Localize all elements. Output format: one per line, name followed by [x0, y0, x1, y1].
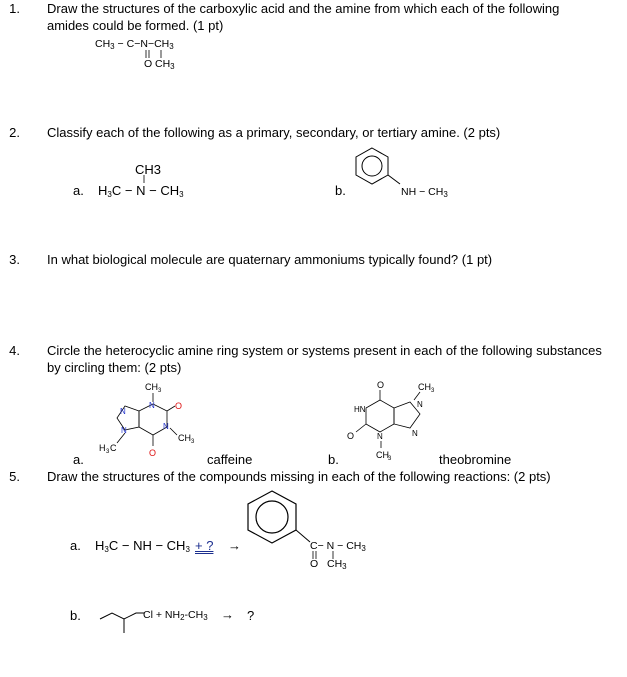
- q4a-caffeine-name: caffeine: [207, 452, 253, 467]
- svg-text:N: N: [163, 422, 169, 431]
- svg-text:CH: CH: [145, 382, 158, 392]
- svg-text:O: O: [149, 448, 157, 458]
- q4-text-line1: Circle the heterocyclic amine ring system or systems present in each of the following substances: [47, 343, 602, 358]
- q5a-product-ring: [244, 490, 314, 552]
- q3-text: In what biological molecule are quaternary ammoniums typically found? (1 pt): [47, 252, 493, 267]
- svg-text:H: H: [99, 443, 106, 453]
- svg-text:CH: CH: [376, 450, 389, 460]
- svg-text:N: N: [377, 432, 383, 441]
- svg-text:N: N: [121, 426, 127, 435]
- q1-amide-structure: $CH_3 - C-N-CH_3$: [95, 38, 174, 51]
- q5a-reactant: $H_3C$ − NH − $CH_3$: [95, 538, 190, 554]
- q5a-arrow: →: [228, 538, 241, 553]
- svg-text:3: 3: [191, 439, 195, 445]
- q2b-label: b.: [335, 183, 346, 198]
- q5b-arrow: →: [221, 607, 234, 622]
- q5-number: 5.: [9, 469, 20, 484]
- q1-text-line1: Draw the structures of the carboxylic acid and the amine from which each of the following: [47, 1, 560, 16]
- q5b-reagents: $Cl + NH_2-CH_3$: [143, 609, 208, 622]
- q5-text: Draw the structures of the compounds missing in each of the following reactions: (2 pts): [47, 469, 551, 484]
- q4a-label: a.: [73, 452, 84, 467]
- svg-text:C: C: [110, 443, 117, 453]
- q4b-theobromine-name: theobromine: [439, 452, 512, 467]
- svg-text:O: O: [347, 431, 355, 441]
- q5a-product-methyl: $CH_3$: [327, 558, 347, 571]
- q5a-product-oxygen: O: [310, 558, 319, 570]
- svg-text:CH: CH: [418, 382, 431, 392]
- q5a-label: a.: [70, 538, 81, 553]
- svg-text:3: 3: [106, 449, 110, 455]
- svg-text:O: O: [377, 380, 385, 390]
- q1-n-methyl: $CH_3$: [155, 58, 175, 71]
- q5a-plus-unknown: + ?: [195, 538, 214, 553]
- q2-text: Classify each of the following as a primary, secondary, or tertiary amine. (2 pts): [47, 125, 501, 140]
- q2b-amine-group: NH − $CH_3$: [401, 186, 448, 199]
- q5b-question: ?: [247, 608, 255, 623]
- q2a-label: a.: [73, 183, 84, 198]
- svg-text:N: N: [412, 429, 418, 438]
- svg-text:N: N: [149, 401, 155, 410]
- q4-text-line2: by circling them: (2 pts): [47, 360, 182, 375]
- caffeine-structure: [95, 378, 215, 460]
- svg-text:CH: CH: [178, 433, 191, 443]
- q1-carbonyl-oxygen: O: [144, 58, 153, 70]
- q1-number: 1.: [9, 1, 20, 16]
- q2b-benzene-ring: [354, 146, 404, 194]
- q5b-label: b.: [70, 608, 81, 623]
- svg-text:3: 3: [388, 456, 392, 462]
- svg-text:O: O: [175, 401, 183, 411]
- q2a-top-methyl: CH3: [135, 162, 162, 177]
- svg-text:3: 3: [431, 388, 435, 394]
- q3-number: 3.: [9, 252, 20, 267]
- q4-number: 4.: [9, 343, 20, 358]
- svg-text:HN: HN: [354, 405, 366, 414]
- q2a-amine: $H_3C - N - CH_3$: [98, 183, 184, 199]
- q4b-label: b.: [328, 452, 339, 467]
- q5a-product-amide: $C- N - CH_3$: [310, 540, 366, 553]
- svg-text:N: N: [120, 407, 126, 416]
- q1-text-line2: amides could be formed. (1 pt): [47, 18, 224, 33]
- q2-number: 2.: [9, 125, 20, 140]
- theobromine-structure: [340, 378, 450, 460]
- svg-text:N: N: [417, 400, 423, 409]
- svg-text:3: 3: [158, 388, 162, 394]
